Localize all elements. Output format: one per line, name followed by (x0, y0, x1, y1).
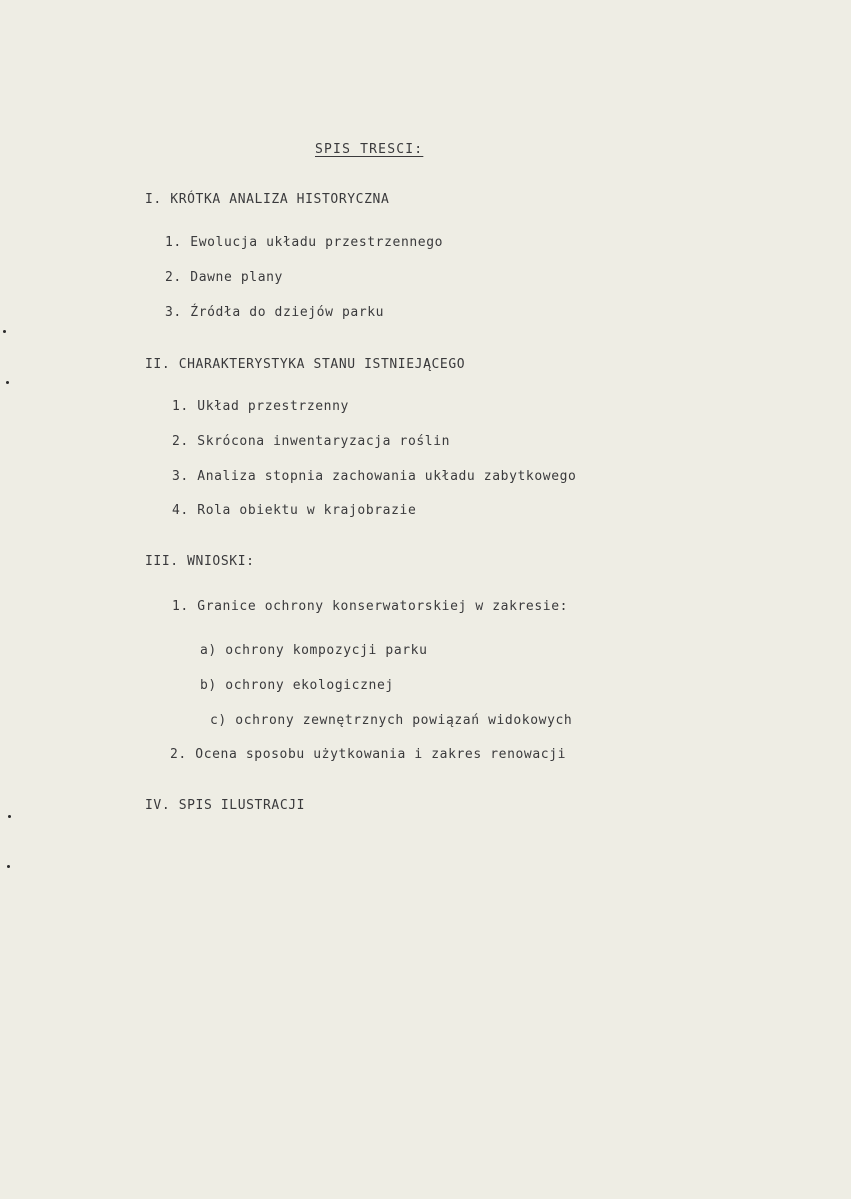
scan-speck (3, 330, 6, 333)
toc-item: 4. Rola obiektu w krajobrazie (172, 503, 417, 518)
toc-subitem: b) ochrony ekologicznej (200, 678, 394, 693)
toc-item: 2. Ocena sposobu użytkowania i zakres renowacji (170, 747, 567, 762)
section-heading-3: III. WNIOSKI: (145, 554, 255, 569)
scan-speck (8, 815, 11, 818)
section-heading-1: I. KRÓTKA ANALIZA HISTORYCZNA (145, 192, 390, 207)
toc-item: 3. Analiza stopnia zachowania układu zabytkowego (172, 469, 577, 484)
toc-item: 1. Układ przestrzenny (172, 399, 349, 414)
toc-item: 3. Źródła do dziejów parku (165, 305, 385, 320)
toc-subitem: c) ochrony zewnętrznych powiązań widokowych (210, 713, 573, 728)
toc-item: 1. Granice ochrony konserwatorskiej w zakresie: (172, 599, 569, 614)
toc-item: 1. Ewolucja układu przestrzennego (165, 235, 444, 250)
scan-speck (7, 865, 10, 868)
toc-item: 2. Dawne plany (165, 270, 283, 285)
scan-speck (6, 381, 9, 384)
section-heading-4: IV. SPIS ILUSTRACJI (145, 798, 306, 813)
toc-item: 2. Skrócona inwentaryzacja roślin (172, 434, 451, 449)
section-heading-2: II. CHARAKTERYSTYKA STANU ISTNIEJĄCEGO (145, 357, 466, 372)
toc-subitem: a) ochrony kompozycji parku (200, 643, 428, 658)
document-title: SPIS TRESCI: (315, 142, 424, 157)
